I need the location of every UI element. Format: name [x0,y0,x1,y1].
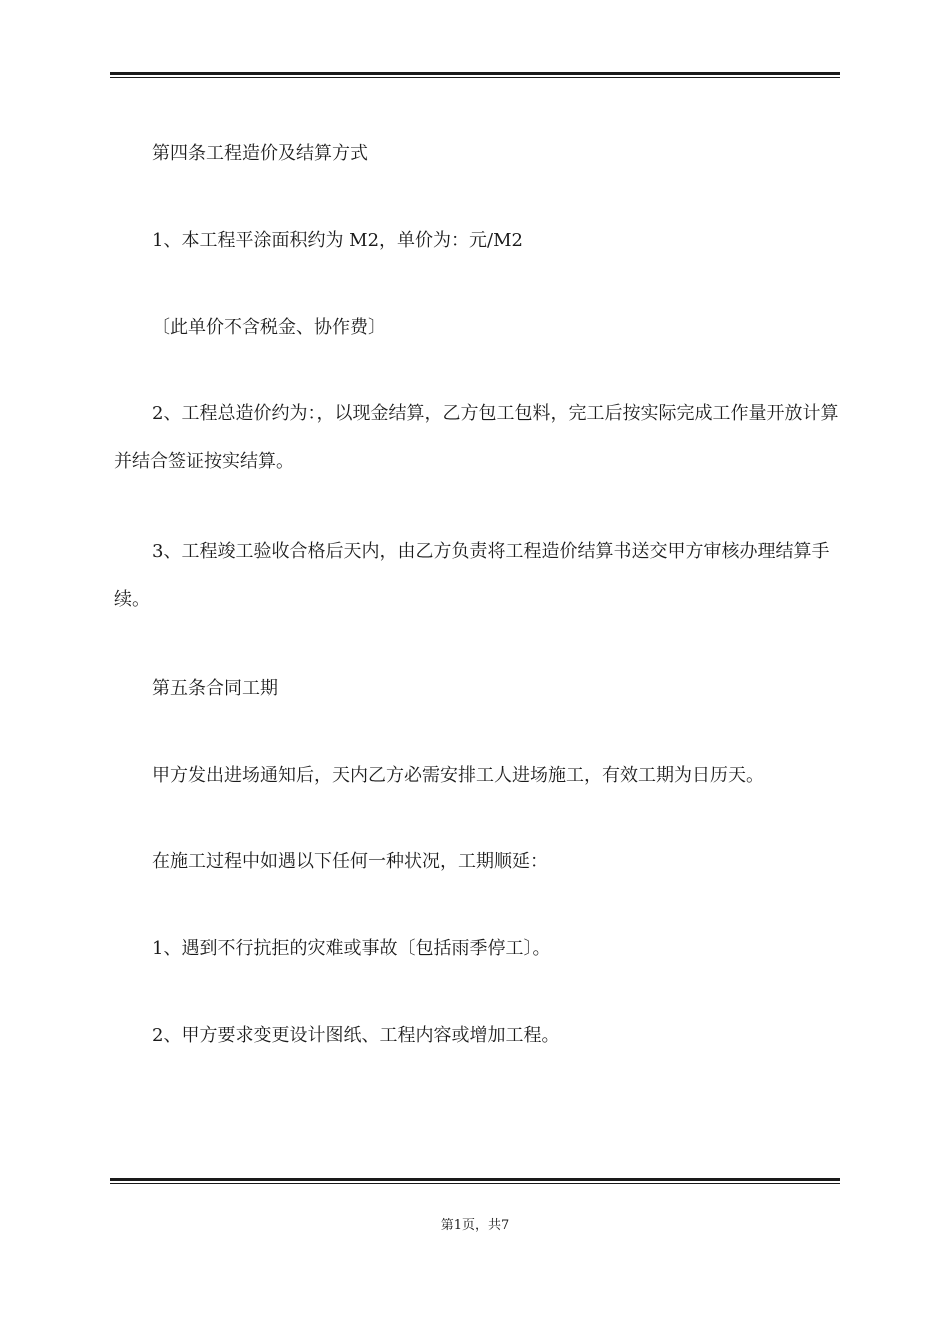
paragraph-design-change: 2、甲方要求变更设计图纸、工程内容或增加工程。 [152,1025,560,1046]
paragraph-price-note: 〔此单价不含税金、协作费〕 [152,317,386,338]
header-rule [110,72,840,78]
page-number: 第1页，共7 [440,1218,510,1233]
section-heading-article-4: 第四条工程造价及结算方式 [152,143,368,164]
paragraph-construction-start: 甲方发出进场通知后，天内乙方必需安排工人进场施工，有效工期为日历天。 [152,765,764,786]
paragraph-extension-conditions: 在施工过程中如遇以下任何一种状况，工期顺延： [152,851,548,872]
section-heading-article-5: 第五条合同工期 [152,678,278,699]
paragraph-settlement: 3、工程竣工验收合格后天内，由乙方负责将工程造价结算书送交甲方审核办理结算手续。 [114,541,830,610]
paragraph-unit-price: 1、本工程平涂面积约为 M2，单价为：元/M2 [152,230,524,251]
paragraph-force-majeure: 1、遇到不行抗拒的灾难或事故〔包括雨季停工〕。 [152,938,551,959]
paragraph-total-cost: 2、工程总造价约为：，以现金结算，乙方包工包料，完工后按实际完成工作量开放计算并结合签证按实结算。 [114,403,839,472]
footer-rule [110,1178,840,1184]
